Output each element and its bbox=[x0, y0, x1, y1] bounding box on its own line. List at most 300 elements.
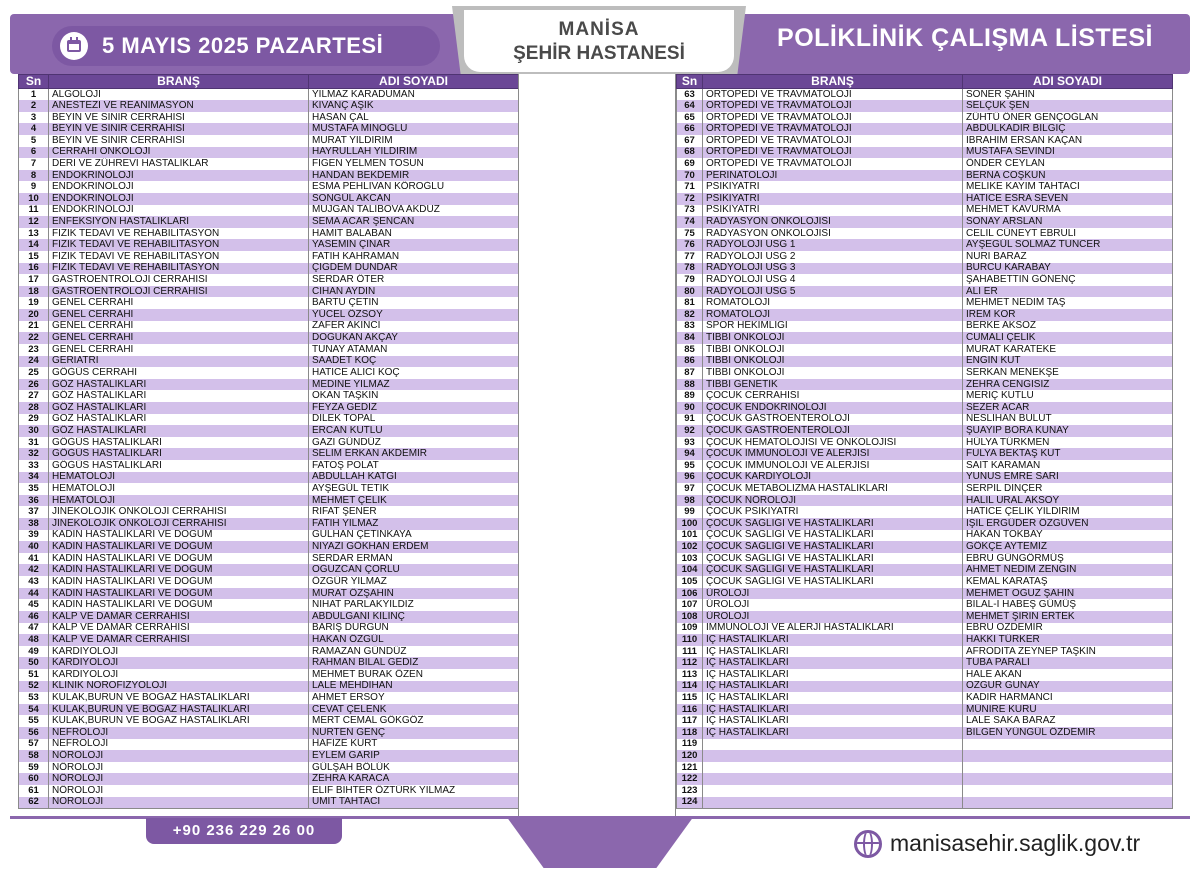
row-name: ESMA PEHLİVAN KÖROĞLU bbox=[309, 181, 519, 193]
row-sn: 58 bbox=[19, 750, 49, 762]
row-sn: 81 bbox=[677, 297, 703, 309]
table-row bbox=[677, 564, 1173, 576]
table-row bbox=[19, 123, 519, 135]
row-sn: 9 bbox=[19, 181, 49, 193]
table-row bbox=[677, 239, 1173, 251]
table-row bbox=[677, 425, 1173, 437]
row-name: ERCAN KUTLU bbox=[309, 425, 519, 437]
row-sn: 86 bbox=[677, 356, 703, 368]
row-sn: 123 bbox=[677, 785, 703, 797]
row-sn: 61 bbox=[19, 785, 49, 797]
table-row bbox=[677, 611, 1173, 623]
row-name: ŞAHABETTİN GÖNENÇ bbox=[963, 274, 1173, 286]
row-sn: 75 bbox=[677, 228, 703, 240]
row-sn: 42 bbox=[19, 564, 49, 576]
row-name: CELİL CÜNEYT EBRULİ bbox=[963, 228, 1173, 240]
row-name: KIVANÇ AŞIK bbox=[309, 100, 519, 112]
table-row bbox=[677, 263, 1173, 275]
row-sn: 18 bbox=[19, 286, 49, 298]
row-sn: 3 bbox=[19, 112, 49, 124]
row-name: BİLAL-İ HABEŞ GÜMÜŞ bbox=[963, 599, 1173, 611]
table-row bbox=[19, 727, 519, 739]
row-branch: GASTROENTROLOJİ CERRAHİSİ bbox=[49, 274, 309, 286]
row-branch: KULAK,BURUN VE BOĞAZ HASTALIKLARI bbox=[49, 715, 309, 727]
row-sn: 31 bbox=[19, 437, 49, 449]
row-name: HAKKI TÜRKER bbox=[963, 634, 1173, 646]
row-sn: 51 bbox=[19, 669, 49, 681]
row-sn: 36 bbox=[19, 495, 49, 507]
row-sn: 117 bbox=[677, 715, 703, 727]
row-sn: 56 bbox=[19, 727, 49, 739]
row-name: MURAT YILDIRIM bbox=[309, 135, 519, 147]
row-name: MERİÇ KUTLU bbox=[963, 390, 1173, 402]
table-row bbox=[677, 460, 1173, 472]
row-sn: 113 bbox=[677, 669, 703, 681]
table-row bbox=[19, 518, 519, 530]
row-branch: KALP VE DAMAR CERRAHİSİ bbox=[49, 634, 309, 646]
row-name: GÖKÇE AYTEMİZ bbox=[963, 541, 1173, 553]
row-sn: 50 bbox=[19, 657, 49, 669]
clinic-table-right bbox=[676, 74, 1173, 809]
table-row bbox=[19, 274, 519, 286]
row-branch: İÇ HASTALIKLARI bbox=[703, 704, 963, 716]
table-row bbox=[677, 181, 1173, 193]
table-row bbox=[19, 321, 519, 333]
row-sn: 70 bbox=[677, 170, 703, 182]
table-row bbox=[677, 147, 1173, 159]
table-row bbox=[19, 100, 519, 112]
table-row bbox=[677, 669, 1173, 681]
row-name: RİFAT ŞENER bbox=[309, 506, 519, 518]
row-sn: 15 bbox=[19, 251, 49, 263]
table-row bbox=[19, 239, 519, 251]
row-name: SAADET KOÇ bbox=[309, 356, 519, 368]
row-name: AYŞEGÜL TETİK bbox=[309, 483, 519, 495]
row-branch: TIBBİ ONKOLOJİ bbox=[703, 367, 963, 379]
row-sn: 96 bbox=[677, 472, 703, 484]
table-row bbox=[677, 483, 1173, 495]
table-row bbox=[19, 89, 519, 101]
table-row bbox=[19, 611, 519, 623]
row-sn: 44 bbox=[19, 588, 49, 600]
table-row bbox=[677, 332, 1173, 344]
row-branch: BEYİN VE SİNİR CERRAHİSİ bbox=[49, 112, 309, 124]
row-name: YUNUS EMRE SARI bbox=[963, 472, 1173, 484]
row-name: FULYA BEKTAŞ KUT bbox=[963, 448, 1173, 460]
row-name: ABDULLAH KATGI bbox=[309, 472, 519, 484]
header-sn: Sn bbox=[19, 75, 49, 89]
row-branch: ÇOCUK SAĞLIĞI VE HASTALIKLARI bbox=[703, 541, 963, 553]
row-name: ENGİN KUT bbox=[963, 356, 1173, 368]
row-sn: 106 bbox=[677, 588, 703, 600]
table-row bbox=[677, 576, 1173, 588]
row-sn: 107 bbox=[677, 599, 703, 611]
table-row bbox=[19, 367, 519, 379]
table-row bbox=[677, 797, 1173, 809]
row-sn: 101 bbox=[677, 530, 703, 542]
row-name: MEHMET ÇELİK bbox=[309, 495, 519, 507]
row-branch: KARDİYOLOJİ bbox=[49, 657, 309, 669]
row-branch: ENDOKRİNOLOJİ bbox=[49, 205, 309, 217]
table-row bbox=[677, 495, 1173, 507]
row-branch: GÖĞÜS CERRAHİ bbox=[49, 367, 309, 379]
row-sn: 37 bbox=[19, 506, 49, 518]
row-sn: 74 bbox=[677, 216, 703, 228]
table-row bbox=[677, 472, 1173, 484]
table-row bbox=[677, 599, 1173, 611]
table-row bbox=[19, 251, 519, 263]
row-branch bbox=[703, 739, 963, 751]
row-branch: KADIN HASTALIKLARI VE DOĞUM bbox=[49, 588, 309, 600]
row-sn: 53 bbox=[19, 692, 49, 704]
row-branch: ÇOCUK GASTROENTEROLOJİ bbox=[703, 414, 963, 426]
row-branch: GÖZ HASTALIKLARI bbox=[49, 379, 309, 391]
row-name: EYLEM GARİP bbox=[309, 750, 519, 762]
table-row bbox=[677, 274, 1173, 286]
row-branch: ANESTEZİ VE REANİMASYON bbox=[49, 100, 309, 112]
row-name: ABDÜLKADİR BİLGİÇ bbox=[963, 123, 1173, 135]
row-name: LALE MEHDİHAN bbox=[309, 681, 519, 693]
row-sn: 112 bbox=[677, 657, 703, 669]
row-name: BURCU KARABAY bbox=[963, 263, 1173, 275]
row-name: MEHMET NEDİM TAŞ bbox=[963, 297, 1173, 309]
row-sn: 35 bbox=[19, 483, 49, 495]
table-row bbox=[19, 634, 519, 646]
row-branch: GÖĞÜS HASTALIKLARI bbox=[49, 460, 309, 472]
row-name: SEMA ACAR ŞENCAN bbox=[309, 216, 519, 228]
row-name: HANDAN BEKDEMİR bbox=[309, 170, 519, 182]
row-sn: 115 bbox=[677, 692, 703, 704]
row-branch: ÇOCUK SAĞLIĞI VE HASTALIKLARI bbox=[703, 564, 963, 576]
row-branch: ÇOCUK HEMATOLOJİSİ VE ONKOLOJİSİ bbox=[703, 437, 963, 449]
table-header-row bbox=[677, 75, 1173, 89]
table-row bbox=[677, 158, 1173, 170]
row-sn: 28 bbox=[19, 402, 49, 414]
row-sn: 88 bbox=[677, 379, 703, 391]
row-branch: ÜROLOJİ bbox=[703, 599, 963, 611]
row-branch: NÖROLOJİ bbox=[49, 785, 309, 797]
table-row bbox=[19, 228, 519, 240]
header-sn: Sn bbox=[677, 75, 703, 89]
row-branch: ENDOKRİNOLOJİ bbox=[49, 181, 309, 193]
row-branch bbox=[703, 773, 963, 785]
table-row bbox=[677, 193, 1173, 205]
row-name: ÖZGÜR YILMAZ bbox=[309, 576, 519, 588]
table-row bbox=[19, 623, 519, 635]
row-sn: 47 bbox=[19, 623, 49, 635]
row-branch: TIBBİ ONKOLOJİ bbox=[703, 356, 963, 368]
row-branch: GENEL CERRAHİ bbox=[49, 344, 309, 356]
row-branch: RADYOLOJİ USG 5 bbox=[703, 286, 963, 298]
row-sn: 41 bbox=[19, 553, 49, 565]
row-sn: 111 bbox=[677, 646, 703, 658]
row-branch: ORTOPEDİ VE TRAVMATOLOJİ bbox=[703, 147, 963, 159]
row-name: HASAN ÇAL bbox=[309, 112, 519, 124]
table-row bbox=[677, 321, 1173, 333]
row-branch: ORTOPEDİ VE TRAVMATOLOJİ bbox=[703, 89, 963, 101]
row-sn: 11 bbox=[19, 205, 49, 217]
row-branch: ÇOCUK SAĞLIĞI VE HASTALIKLARI bbox=[703, 576, 963, 588]
row-sn: 98 bbox=[677, 495, 703, 507]
table-row bbox=[19, 541, 519, 553]
row-branch: ÇOCUK KARDİYOLOJİ bbox=[703, 472, 963, 484]
row-branch: ÜROLOJİ bbox=[703, 588, 963, 600]
table-row bbox=[677, 739, 1173, 751]
row-name: CİHAN AYDIN bbox=[309, 286, 519, 298]
row-branch: KADIN HASTALIKLARI VE DOĞUM bbox=[49, 599, 309, 611]
row-branch: KADIN HASTALIKLARI VE DOĞUM bbox=[49, 541, 309, 553]
table-row bbox=[677, 448, 1173, 460]
row-name: BARIŞ DURGUN bbox=[309, 623, 519, 635]
table-row bbox=[19, 147, 519, 159]
table-row bbox=[19, 356, 519, 368]
row-name: SAİT KARAMAN bbox=[963, 460, 1173, 472]
table-row bbox=[19, 599, 519, 611]
table-row bbox=[677, 634, 1173, 646]
row-name: NESLİHAN BULUT bbox=[963, 414, 1173, 426]
row-sn: 78 bbox=[677, 263, 703, 275]
row-branch: HEMATOLOJİ bbox=[49, 495, 309, 507]
row-name: AFRODİTA ZEYNEP TAŞKIN bbox=[963, 646, 1173, 658]
row-name: MEHMET KAVURMA bbox=[963, 205, 1173, 217]
row-sn: 66 bbox=[677, 123, 703, 135]
row-sn: 14 bbox=[19, 239, 49, 251]
row-name: BARTU ÇETİN bbox=[309, 297, 519, 309]
table-row bbox=[677, 344, 1173, 356]
table-row bbox=[677, 286, 1173, 298]
row-branch: ÇOCUK İMMUNOLOJİ VE ALERJİSİ bbox=[703, 448, 963, 460]
row-sn: 83 bbox=[677, 321, 703, 333]
row-name: FATİH KAHRAMAN bbox=[309, 251, 519, 263]
row-name: SERDAR ÖTER bbox=[309, 274, 519, 286]
table-row bbox=[19, 704, 519, 716]
phone-number: +90 236 229 26 00 bbox=[146, 818, 342, 844]
row-sn: 12 bbox=[19, 216, 49, 228]
row-name: YÜCEL ÖZSOY bbox=[309, 309, 519, 321]
row-sn: 17 bbox=[19, 274, 49, 286]
row-branch: RADYOLOJİ USG 1 bbox=[703, 239, 963, 251]
row-sn: 25 bbox=[19, 367, 49, 379]
row-sn: 24 bbox=[19, 356, 49, 368]
row-branch: ENFEKSİYON HASTALIKLARI bbox=[49, 216, 309, 228]
row-name: ŞUAYİP BORA KUNAY bbox=[963, 425, 1173, 437]
row-branch: CERRAHİ ONKOLOJİ bbox=[49, 147, 309, 159]
row-branch: GÖZ HASTALIKLARI bbox=[49, 414, 309, 426]
table-row bbox=[19, 135, 519, 147]
table-row bbox=[677, 681, 1173, 693]
table-row bbox=[19, 553, 519, 565]
table-row bbox=[677, 518, 1173, 530]
row-name: NURİ BARAZ bbox=[963, 251, 1173, 263]
row-name: ZAFER AKINCI bbox=[309, 321, 519, 333]
row-branch: İÇ HASTALIKLARI bbox=[703, 646, 963, 658]
row-branch: NÖROLOJİ bbox=[49, 750, 309, 762]
table-row bbox=[677, 367, 1173, 379]
row-name: SEZER ACAR bbox=[963, 402, 1173, 414]
website-link[interactable]: manisasehir.saglik.gov.tr bbox=[890, 830, 1141, 856]
row-branch: NÖROLOJİ bbox=[49, 762, 309, 774]
table-row bbox=[19, 460, 519, 472]
row-branch: İÇ HASTALIKLARI bbox=[703, 657, 963, 669]
clinic-table-left bbox=[18, 74, 519, 809]
row-branch: PSİKİYATRİ bbox=[703, 193, 963, 205]
row-sn: 26 bbox=[19, 379, 49, 391]
row-name: OKAN TAŞKIN bbox=[309, 390, 519, 402]
row-branch: JİNEKOLOJİK ONKOLOJİ CERRAHİSİ bbox=[49, 506, 309, 518]
row-name: MERT CEMAL GÖKGÖZ bbox=[309, 715, 519, 727]
row-name: MEHMET BURAK ÖZEN bbox=[309, 669, 519, 681]
row-branch: KLİNİK NÖROFİZYOLOJİ bbox=[49, 681, 309, 693]
row-branch: BEYİN VE SİNİR CERRAHİSİ bbox=[49, 123, 309, 135]
table-row bbox=[19, 588, 519, 600]
row-branch: ORTOPEDİ VE TRAVMATOLOJİ bbox=[703, 135, 963, 147]
row-sn: 60 bbox=[19, 773, 49, 785]
table-row bbox=[677, 553, 1173, 565]
row-sn: 72 bbox=[677, 193, 703, 205]
table-row bbox=[677, 309, 1173, 321]
row-branch: GERİATRİ bbox=[49, 356, 309, 368]
row-branch: ÜROLOJİ bbox=[703, 611, 963, 623]
row-branch: İÇ HASTALIKLARI bbox=[703, 681, 963, 693]
row-sn: 45 bbox=[19, 599, 49, 611]
row-sn: 40 bbox=[19, 541, 49, 553]
row-name: MURAT KARATEKE bbox=[963, 344, 1173, 356]
row-sn: 77 bbox=[677, 251, 703, 263]
row-branch: ÇOCUK İMMUNOLOJİ VE ALERJİSİ bbox=[703, 460, 963, 472]
row-sn: 34 bbox=[19, 472, 49, 484]
row-branch: RADYASYON ONKOLOJİSİ bbox=[703, 228, 963, 240]
table-row bbox=[677, 414, 1173, 426]
row-branch: GENEL CERRAHİ bbox=[49, 309, 309, 321]
row-branch: GASTROENTROLOJİ CERRAHİSİ bbox=[49, 286, 309, 298]
row-branch: KULAK,BURUN VE BOĞAZ HASTALIKLARI bbox=[49, 692, 309, 704]
row-branch: ÇOCUK SAĞLIĞI VE HASTALIKLARI bbox=[703, 530, 963, 542]
row-name: SONGÜL AKCAN bbox=[309, 193, 519, 205]
row-sn: 118 bbox=[677, 727, 703, 739]
table-row bbox=[677, 646, 1173, 658]
table-row bbox=[677, 727, 1173, 739]
table-row bbox=[19, 762, 519, 774]
table-row bbox=[677, 506, 1173, 518]
row-branch: GÖZ HASTALIKLARI bbox=[49, 390, 309, 402]
row-sn: 23 bbox=[19, 344, 49, 356]
row-branch: RADYOLOJİ USG 2 bbox=[703, 251, 963, 263]
row-sn: 68 bbox=[677, 147, 703, 159]
table-row bbox=[19, 402, 519, 414]
row-sn: 67 bbox=[677, 135, 703, 147]
row-sn: 59 bbox=[19, 762, 49, 774]
globe-icon bbox=[854, 830, 882, 858]
table-row bbox=[19, 379, 519, 391]
row-sn: 97 bbox=[677, 483, 703, 495]
row-sn: 119 bbox=[677, 739, 703, 751]
row-name: NİHAT PARLAKYILDIZ bbox=[309, 599, 519, 611]
row-name: HALİL URAL AKSOY bbox=[963, 495, 1173, 507]
row-branch: FİZİK TEDAVİ VE REHABİLİTASYON bbox=[49, 251, 309, 263]
hospital-name-card bbox=[464, 10, 734, 72]
row-branch: HEMATOLOJİ bbox=[49, 483, 309, 495]
table-row bbox=[19, 158, 519, 170]
row-branch: ROMATOLOJİ bbox=[703, 309, 963, 321]
table-row bbox=[19, 205, 519, 217]
row-name: TUNAY ATAMAN bbox=[309, 344, 519, 356]
row-name: EBRU ÖZDEMİR bbox=[963, 623, 1173, 635]
table-row bbox=[19, 344, 519, 356]
page-title: POLİKLİNİK ÇALIŞMA LİSTESİ bbox=[777, 24, 1153, 52]
middle-spacer-column bbox=[518, 74, 676, 816]
row-branch: ÇOCUK NÖROLOJİ bbox=[703, 495, 963, 507]
row-sn: 79 bbox=[677, 274, 703, 286]
table-row bbox=[677, 541, 1173, 553]
row-name: SERKAN MENEKŞE bbox=[963, 367, 1173, 379]
row-name: FATİH YILMAZ bbox=[309, 518, 519, 530]
table-row bbox=[677, 692, 1173, 704]
table-row bbox=[19, 657, 519, 669]
schedule-date: 5 MAYIS 2025 PAZARTESİ bbox=[102, 33, 384, 58]
row-name: CEVAT ÇELENK bbox=[309, 704, 519, 716]
table-row bbox=[19, 576, 519, 588]
date-pill bbox=[52, 26, 440, 66]
row-branch: TIBBİ ONKOLOJİ bbox=[703, 332, 963, 344]
table-row bbox=[677, 704, 1173, 716]
row-sn: 8 bbox=[19, 170, 49, 182]
row-name: SELÇUK ŞEN bbox=[963, 100, 1173, 112]
row-sn: 94 bbox=[677, 448, 703, 460]
row-sn: 33 bbox=[19, 460, 49, 472]
table-row bbox=[677, 750, 1173, 762]
table-row bbox=[677, 379, 1173, 391]
row-branch: HEMATOLOJİ bbox=[49, 472, 309, 484]
table-row bbox=[677, 123, 1173, 135]
row-name: GÜLHAN ÇETİNKAYA bbox=[309, 530, 519, 542]
row-branch: ÇOCUK ENDOKRİNOLOJİ bbox=[703, 402, 963, 414]
row-name: SELİM ERKAN AKDEMİR bbox=[309, 448, 519, 460]
row-branch: ORTOPEDİ VE TRAVMATOLOJİ bbox=[703, 158, 963, 170]
row-branch: ALGOLOJİ bbox=[49, 89, 309, 101]
row-name: KADİR HARMANCI bbox=[963, 692, 1173, 704]
row-sn: 21 bbox=[19, 321, 49, 333]
row-sn: 104 bbox=[677, 564, 703, 576]
row-sn: 6 bbox=[19, 147, 49, 159]
row-branch: ROMATOLOJİ bbox=[703, 297, 963, 309]
row-branch: KULAK,BURUN VE BOĞAZ HASTALIKLARI bbox=[49, 704, 309, 716]
table-row bbox=[677, 773, 1173, 785]
row-sn: 46 bbox=[19, 611, 49, 623]
row-branch bbox=[703, 785, 963, 797]
row-name: BERKE AKSÖZ bbox=[963, 321, 1173, 333]
row-branch: KARDİYOLOJİ bbox=[49, 669, 309, 681]
row-sn: 13 bbox=[19, 228, 49, 240]
row-name: GÜLŞAH BÖLÜK bbox=[309, 762, 519, 774]
table-row bbox=[677, 623, 1173, 635]
row-name: ALİ ER bbox=[963, 286, 1173, 298]
row-name: NURTEN GENÇ bbox=[309, 727, 519, 739]
row-branch: KADIN HASTALIKLARI VE DOĞUM bbox=[49, 576, 309, 588]
row-sn: 87 bbox=[677, 367, 703, 379]
row-name: HAMİT BALABAN bbox=[309, 228, 519, 240]
row-name: ÜMİT TAHTACI bbox=[309, 797, 519, 809]
row-branch: ÇOCUK PSİKİYATRİ bbox=[703, 506, 963, 518]
row-name: NİYAZİ GÖKHAN ERDEM bbox=[309, 541, 519, 553]
table-row bbox=[677, 356, 1173, 368]
row-name: RAHMAN BİLAL GEDİZ bbox=[309, 657, 519, 669]
table-row bbox=[19, 773, 519, 785]
table-row bbox=[19, 414, 519, 426]
row-name: HAKAN TOKBAY bbox=[963, 530, 1173, 542]
row-name: FİGEN YELMEN TOSUN bbox=[309, 158, 519, 170]
row-branch: GÖĞÜS HASTALIKLARI bbox=[49, 437, 309, 449]
row-branch bbox=[703, 797, 963, 809]
